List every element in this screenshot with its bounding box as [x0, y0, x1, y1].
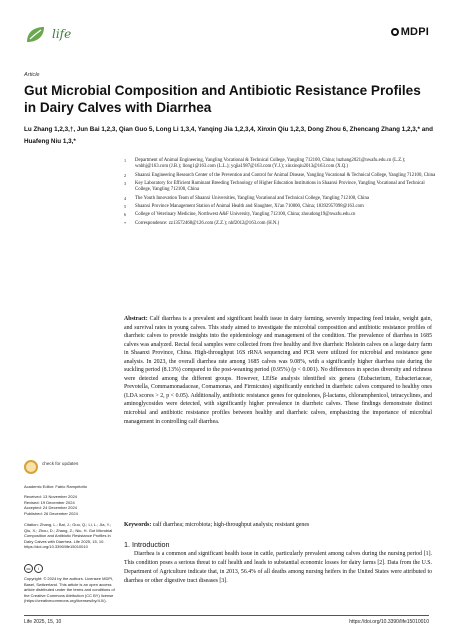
citation: Citation: Zhang, L.; Bai, J.; Guo, Q.; Li, L.; Jia, Y.; Qiu, X.; Zhou, D.; Zhang, Z.; Niu, H. Gut Microbial Composition and Antibiotic Resistance Profiles in Dairy Calves with Diarrhea. Life 2025, 15, 10. https://doi.org/10.3390/life15010010 — [24, 522, 113, 549]
affiliations — [124, 158, 436, 229]
correspondence — [124, 221, 436, 227]
affiliation-item — [124, 204, 436, 210]
affiliation-number: 5 — [124, 203, 127, 209]
introduction-text: Diarrhea is a common and significant health issue in cattle, particularly prevalent among calves during the nursing period [1]. This condition poses a serious threat to calf health and leads to substantial economic losses for dairy farms [2]. Data from the U.S. Department of Agriculture indicate that, in 2013, 56.4% of all deaths among nursing heifers in the United States were attributed to diarrhea or other digestive tract diseases [3]. — [124, 551, 432, 584]
affiliation-number: 3 — [124, 180, 127, 186]
affiliation-item — [124, 158, 436, 170]
section-heading: 1. Introduction — [124, 540, 170, 549]
affiliation-item — [124, 173, 436, 179]
journal-name: life — [52, 27, 72, 41]
affiliation-text: Department of Animal Engineering, Yangling Vocational & Technical College, Yangling 712100, China; luzhang2021@nwafu.edu.cn (L.Z.); wnbhj@163.com (J.B.); llong1@163.com (L.L.); yqjia1987@163.com (Y.J.); xinxinqiu2013@163.com (X.Q.) — [135, 158, 406, 170]
keywords-text: calf diarrhea; microbiota; high-throughput analysis; resistant genes — [152, 522, 310, 528]
affiliation-item — [124, 212, 436, 218]
affiliation-number: 6 — [124, 212, 127, 218]
correspondence-text: Correspondence: zz13572468@126.com (Z.Z.); nhf2012@163.com (H.N.) — [135, 220, 280, 226]
keywords — [124, 521, 432, 529]
academic-editor: Academic Editor: Fabio Rampelotto — [24, 484, 87, 489]
abstract-label: Abstract: — [124, 316, 148, 322]
journal-logo-icon — [24, 24, 48, 46]
affiliation-item — [124, 181, 436, 193]
affiliation-text: Shaanxi Engineering Research Center of the Prevention and Control for Animal Disease, Yangling Vocational & Technical College, Yangling 712100, China — [135, 172, 436, 178]
article-type: Article — [24, 72, 40, 78]
check-updates-icon — [24, 460, 38, 474]
affiliation-text: College of Veterinary Medicine, Northwest A&F University, Yangling 712100, China; zhoudong19@nwafu.edu.cn — [135, 212, 356, 218]
copyright-text: Copyright: © 2024 by the authors. Licensee MDPI, Basel, Switzerland. This article is an open access article distributed under the terms and conditions of the Creative Commons Attribution (CC BY) license (https://creativecommons.org/licenses/by/4.0/). — [24, 576, 115, 603]
doi-link[interactable]: https://doi.org/10.3390/life15010010 — [349, 619, 429, 625]
cc-license-icon[interactable] — [24, 564, 116, 573]
abstract-text: Calf diarrhea is a prevalent and significant health issue in dairy farming, severely impacting feed intake, weight gain, and survival rates in young calves. This study aimed to investigate the microbial composition and antibiotic resistance profiles of diarrheic calves to provide insights into the epidemiology and management of the condition. The prevalence of diarrhea in 1685 calves was analyzed. Rectal fecal samples were collected from five healthy and five diarrheic Holstein calves on a large dairy farm in Shaanxi Province, China. High-throughput 16S rRNA sequencing and PCR were utilized for microbial and resistance gene analysis. In 2023, the overall diarrhea rate among 1685 calves was 9.08%, with a significantly higher diarrhea rate during the suckling period (8.13%) compared to the post-weaning period (0.95%) (p < 0.001). No differences in species diversity and richness were detected among the different groups. However, LEfSe analysis identified six genera (Eubacterium, Eubacteriaceae, Prevotella, Commamonadaceae, Comamonas, and Firmicutes) significantly enriched in diarrheic calves compared to healthy ones (LDA scores > 2, p < 0.05). Additionally, antibiotic resistance genes for quinolones, β-lactams, chloramphenicol, tetracyclines, and aminoglycosides were detected, with significantly higher prevalence in diarrheic calves. These findings demonstrate distinct microbial and antibiotic resistance profiles between healthy and diarrheic calves, emphasizing the importance of microbial management in controlling calf diarrhea. — [124, 316, 432, 425]
by-icon: i — [34, 564, 43, 573]
check-updates-label: check for updates — [42, 461, 79, 466]
copyright-block — [24, 564, 116, 604]
publisher-logo-icon — [391, 28, 399, 36]
affiliation-number: 2 — [124, 172, 127, 178]
publisher-name: MDPI — [400, 26, 429, 38]
keywords-label: Keywords: — [124, 522, 152, 528]
footer-citation: Life 2025, 15, 10 — [24, 619, 62, 625]
cc-icon: cc — [24, 564, 33, 573]
date-accepted: Accepted: 24 December 2024 — [24, 505, 77, 510]
check-for-updates-button[interactable] — [24, 458, 84, 478]
date-published: Published: 26 December 2024 — [24, 510, 78, 516]
affiliation-text: Key Laboratory for Efficient Ruminant Breeding Technology of Higher Education Institutions in Shaanxi Province, Yangling Vocational and Technical College, Yangling 712100, China — [135, 180, 425, 193]
publisher-logo — [391, 26, 429, 38]
page-header — [24, 22, 429, 48]
abstract — [124, 315, 432, 426]
affiliation-text: Shaanxi Province Management Station of Animal Health and Slaughter, Xi'an 710000, China; 18392957098@163.com — [135, 203, 364, 209]
date-received: Received: 13 November 2024 — [24, 494, 77, 499]
affiliation-number: * — [124, 220, 127, 226]
affiliation-number: 4 — [124, 195, 127, 201]
footer-divider — [24, 615, 429, 616]
publication-dates — [24, 494, 116, 516]
affiliation-text: The Youth Innovation Team of Shaanxi Universities, Yangling Vocational and Technical College, Yangling 712100, China — [135, 195, 369, 201]
affiliation-number: 1 — [124, 158, 127, 163]
affiliation-item — [124, 196, 436, 202]
article-title: Gut Microbial Composition and Antibiotic Resistance Profiles in Dairy Calves with Diarrhea — [24, 83, 421, 115]
date-revised: Revised: 19 December 2024 — [24, 499, 75, 505]
author-list: Lu Zhang 1,2,3,†, Jun Bai 1,2,3, Qian Guo 5, Long Li 1,3,4, Yanqing Jia 1,2,3,4, Xinxin Qiu 1,2,3, Dong Zhou 6, Zhencang Zhang 1,2,3,* and Huafeng Niu 1,3,* — [24, 126, 433, 145]
